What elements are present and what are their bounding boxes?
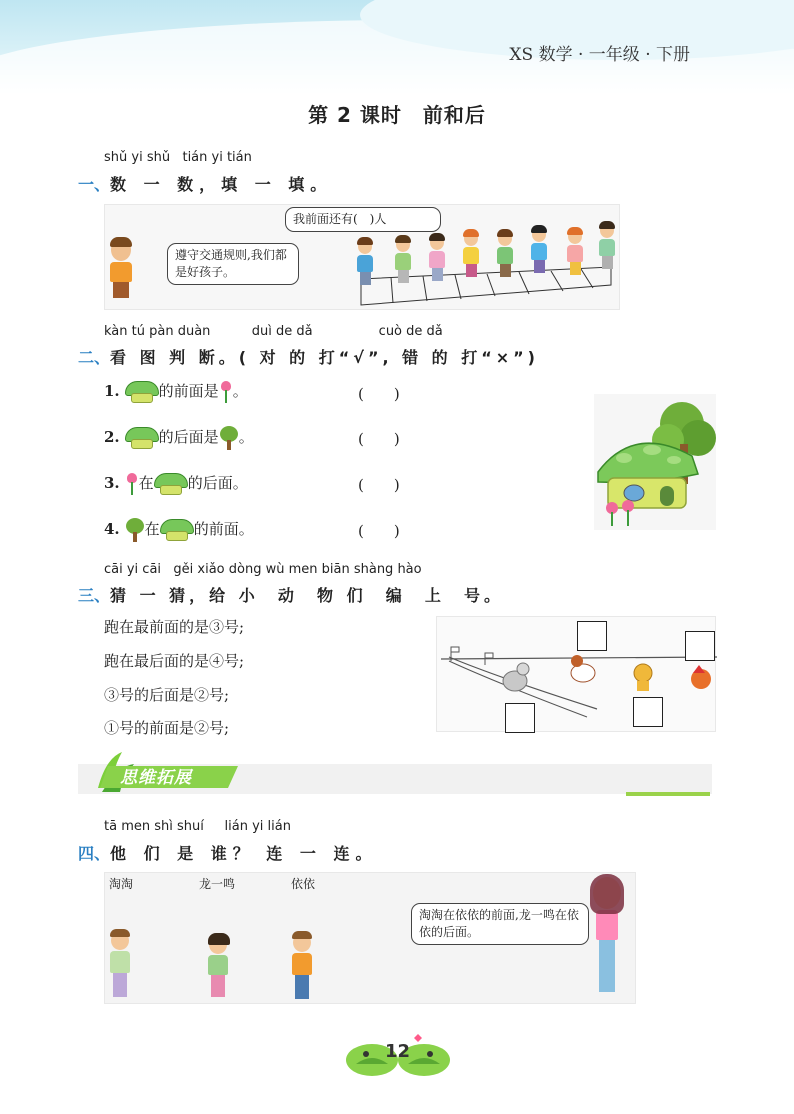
name-label: 淘淘 [109,877,134,891]
book-title: XS 数学 · 一年级 · 下册 [509,45,690,65]
name-label: 龙一鸣 [199,877,236,891]
kid-boy-1[interactable] [109,931,131,997]
section1-title [78,172,332,195]
who-scene [104,872,636,1004]
kid-in-queue [529,227,549,273]
kid-in-queue [565,229,585,275]
page-number: 12 [385,1041,411,1062]
item-number: 2. [104,428,120,446]
section4-title-text: 他 们 是 谁？ 连 一 连。 [110,844,378,863]
race-scene [436,616,716,732]
header-band [0,0,794,96]
section1-title-text: 数 一 数，填 一 填。 [110,175,333,194]
section2-pinyin: kàn tú pàn duàn duì de dǎ cuò de dǎ [104,324,443,339]
answer-box[interactable] [577,621,607,651]
boy-illustration [105,239,137,298]
mushroom-house-illustration [594,394,716,530]
answer-box[interactable] [685,631,715,661]
lesson-title: 第 2 课时 前和后 [308,103,486,127]
clue-line: 跑在最后面的是④号; [104,652,245,670]
item-number: 4. [104,520,120,538]
clue-line: 跑在最前面的是③号; [104,618,245,636]
girl-illustration [589,877,625,992]
clue-line: ①号的前面是②号; [104,719,230,737]
section3-pinyin: cāi yi cāi gěi xiǎo dòng wù men biān shàng hào [104,562,422,577]
item-text: 的前面 [193,520,239,538]
judge-item-4 [104,518,254,542]
section4-pinyin: tā men shì shuí lián yi lián [104,819,291,834]
kid-in-queue [393,237,413,283]
section4-title [78,841,377,864]
item-text: 在 [138,474,154,492]
answer-blank[interactable]: ( ) [358,522,400,540]
answer-blank[interactable]: ( ) [358,430,400,448]
judge-item-1 [104,380,248,403]
section-number: 二、 [78,348,111,367]
mushroom-house-icon [160,519,194,541]
answer-blank[interactable]: ( ) [358,476,400,494]
item-text: 。 [232,382,248,400]
judge-item-3 [104,472,248,495]
section2-title [78,345,539,368]
kid-in-queue [461,231,481,277]
tulip-icon [125,473,139,495]
queue-scene [104,204,620,310]
section-number: 一、 [78,175,111,194]
kid-in-queue [495,231,515,277]
item-text: 的后面是 [158,428,219,446]
item-number: 3. [104,474,120,492]
kid-girl[interactable] [207,935,229,997]
kid-in-queue [355,239,375,285]
mushroom-house-icon [125,427,159,449]
name-label: 依依 [291,877,316,891]
tulip-icon [219,381,233,403]
item-text: 。 [238,520,254,538]
tree-icon [125,518,145,542]
kid-in-queue [427,235,447,281]
mushroom-house-icon [154,473,188,495]
item-text: 在 [144,520,160,538]
section3-title [78,583,504,606]
item-number: 1. [104,382,120,400]
kid-boy-2[interactable] [291,933,313,999]
tree-icon [219,426,239,450]
section1-pinyin: shǔ yi shǔ tián yi tián [104,150,252,165]
section3-title-text: 猜 一 猜，给 小 动 物 们 编 上 号。 [110,586,505,605]
speech-bubble-clue: 淘淘在依依的前面,龙一鸣在依依的后面。 [411,903,589,945]
item-text: 。 [232,474,248,492]
answer-box[interactable] [505,703,535,733]
item-text: 。 [238,428,254,446]
speech-bubble-rules: 遵守交通规则,我们都是好孩子。 [167,243,299,285]
speech-bubble-question: 我前面还有( )人 [285,207,441,232]
answer-blank[interactable]: ( ) [358,385,400,403]
section-number: 四、 [78,844,111,863]
section2-title-text: 看 图 判 断。( 对 的 打“√”, 错 的 打“×”) [110,348,539,367]
mushroom-house-icon [125,381,159,403]
clue-line: ③号的后面是②号; [104,686,230,704]
answer-box[interactable] [633,697,663,727]
banner-text: 思维拓展 [120,768,192,788]
item-text: 的前面是 [158,382,219,400]
kid-in-queue [597,223,617,269]
judge-item-2 [104,426,254,450]
section-number: 三、 [78,586,111,605]
item-text: 的后面 [187,474,233,492]
